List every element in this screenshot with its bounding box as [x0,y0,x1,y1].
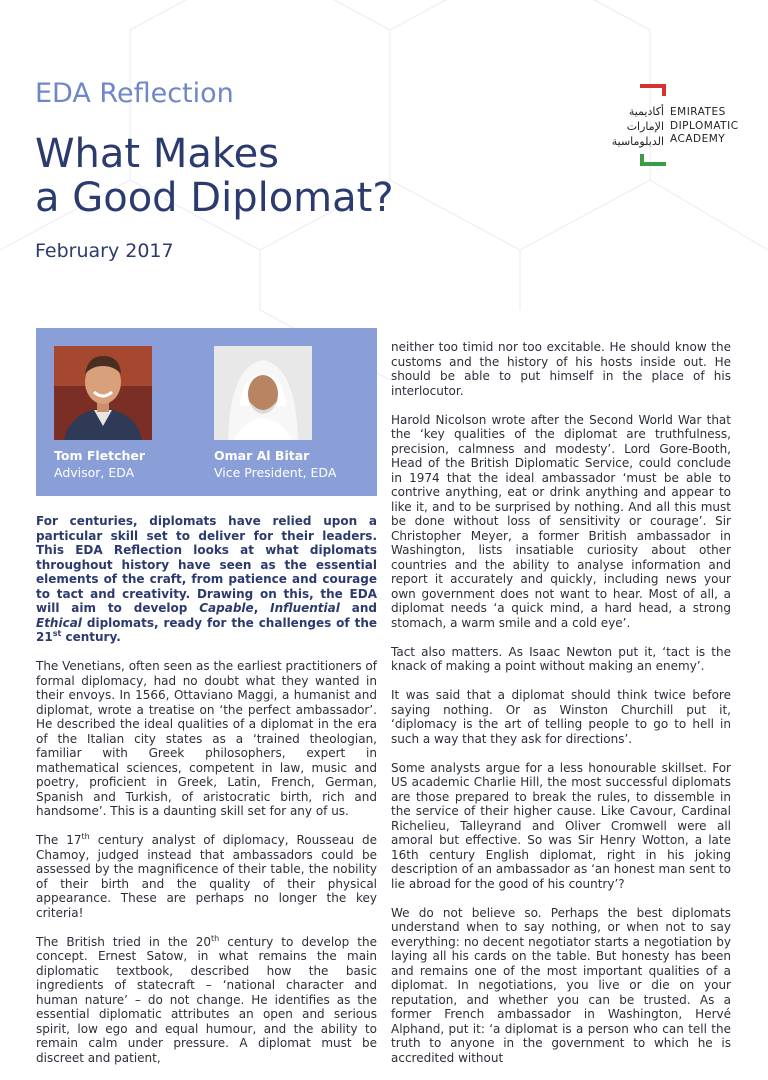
body-paragraph: The 17th century analyst of diplomacy, Rousseau de Chamoy, judged instead that ambassadors could be assessed by the magnificence of their table, the nobility of their birth and the quality of their physical appearance. These are perhaps no longer the key criteria! [36,832,377,920]
body-paragraph: neither too timid nor too excitable. He should know the customs and the history of his hosts inside out. He should be able to put himself in the place of his interlocutor. [391,340,731,398]
logo-arabic-text: أكاديمية الإمارات الدبلوماسية [611,105,664,148]
author-photo-omar-al-bitar [214,346,312,440]
body-paragraph: The Venetians, often seen as the earliest practitioners of formal diplomacy, had no doubt what they wanted in their envoys. In 1566, Ottaviano Maggi, a humanist and diplomat, wrote a treatise on ‘the perfect ambassador’. He described the ideal qualities of a diplomat in the era of the Italian city states as a ‘trained theologian, familiar with Greek philosophers, expert in mathematical sciences, competent in law, music and poetry, proficient in Greek, Latin, French, German, Spanish and Turkish, of aristocratic birth, rich and handsome’. This is a daunting skill set for any of us. [36,659,377,818]
body-paragraph: Harold Nicolson wrote after the Second World War that the ‘key qualities of the diplomat are truthfulness, precision, calmness and modesty’. Lord Gore-Booth, Head of the British Diplomatic Service, could conclude in 1974 that the ideal ambassador ‘must be able to contrive anything, eat or drink anything and appear to like it, and to be surprised by nothing. And all this must be done without loss of sensitivity or courage’. Sir Christopher Meyer, a former British ambassador in Washington, lists insatiable curiosity about other countries and the ability to analyse information and report it accurately and quickly, including news your own government does not want to hear. Most of all, a diplomat needs ‘a quick mind, a hard head, a strong stomach, a warm smile and a cold eye’. [391,412,731,630]
title-line-2: a Good Diplomat? [35,175,394,221]
left-column [36,514,377,1080]
author-name-1: Tom Fletcher [54,448,146,463]
author-role-1: Advisor, EDA [54,465,135,480]
body-paragraph: The British tried in the 20th century to develop the concept. Ernest Satow, in what remains the main diplomatic textbook, described how the basic ingredients of statecraft – ‘national character and human nature’ – do not change. He identifies as the essential diplomatic attributes an open and serious spirit, low ego and equal humour, and the ability to remain calm under pressure. A diplomat must be discreet and patient, [36,933,377,1065]
authors-panel [36,328,377,496]
author-name-2: Omar Al Bitar [214,448,310,463]
author-photo-tom-fletcher [54,346,152,440]
series-title: EDA Reflection [35,78,234,109]
publication-date: February 2017 [35,240,174,262]
body-paragraph: We do not believe so. Perhaps the best diplomats understand when to say nothing, or when not to say everything: no decent negotiator starts a negotiation by laying all his cards on the table. But honesty has been and remains one of the most important qualities of a diplomat. In negotiations, you live or die on your reputation, and whether you can be trusted. As a former French ambassador in Washington, Hervé Alphand, put it: ‘a diplomat is a person who can tell the truth to anyone in the government to which he is accredited without [391,905,731,1065]
title-line-1: What Makes [35,131,280,177]
right-column [391,340,731,1080]
logo-green-corner [640,154,644,166]
emirates-diplomatic-academy-logo [600,84,750,170]
author-role-2: Vice President, EDA [214,465,337,480]
logo-red-corner [662,84,666,96]
body-paragraph: Tact also matters. As Isaac Newton put it, ‘tact is the knack of making a point without making an enemy’. [391,644,731,673]
page-title [35,132,394,220]
body-paragraph: It was said that a diplomat should think twice before saying nothing. Or as Winston Churchill put it, ‘diplomacy is the art of telling people to go to hell in such a way that they ask for directions’. [391,688,731,746]
body-paragraph: Some analysts argue for a less honourable skillset. For US academic Charlie Hill, the most successful diplomats are those prepared to break the rules, to dissemble in the service of their higher cause. Like Cavour, Cardinal Richelieu, Talleyrand and Oliver Cromwell were all amoral but effective. So was Sir Henry Wotton, a late 16th century English diplomat, right in his joking description of an ambassador as ‘an honest man sent to lie abroad for the good of his country’? [391,760,731,891]
logo-english-text: EMIRATES DIPLOMATIC ACADEMY [670,106,739,145]
intro-paragraph: For centuries, diplomats have relied upon a particular skill set to deliver for their leaders. This EDA Reflection looks at what diplomats throughout history have seen as the essential elements of the craft, from patience and courage to tact and creativity. Drawing on this, the EDA will aim to develop Capable, Influential and Ethical diplomats, ready for the challenges of the 21st century. [36,514,377,644]
